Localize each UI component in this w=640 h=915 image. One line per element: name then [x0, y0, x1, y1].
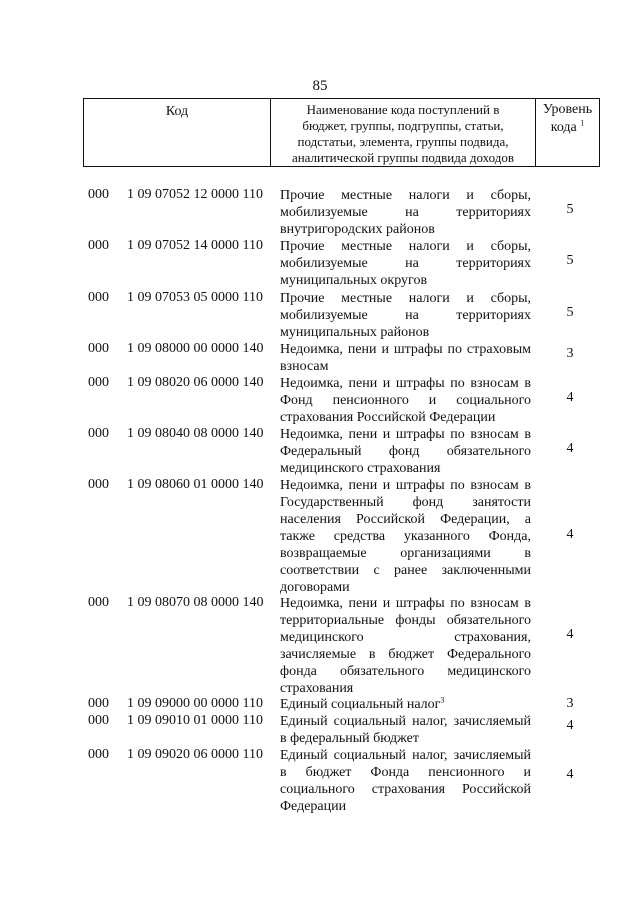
row-name — [280, 341, 531, 375]
row-code: 1 09 08060 01 0000 140 — [127, 477, 264, 492]
row-name-line: Единый социальный налог, зачисляемый — [280, 748, 531, 763]
table-header — [83, 98, 600, 167]
header-name — [271, 99, 536, 166]
row-name — [280, 713, 531, 747]
row-name-line: возвращаемые организациями в — [280, 546, 531, 561]
row-prefix: 000 — [88, 375, 109, 390]
row-name-line: Единый социальный налог, зачисляемый — [280, 714, 531, 729]
row-name-line: договорами — [280, 580, 350, 595]
row-name-line: взносам — [280, 359, 329, 374]
row-name-line: фонда обязательного медицинского — [280, 664, 531, 679]
row-prefix: 000 — [88, 477, 109, 492]
row-name — [280, 426, 531, 477]
row-name — [280, 595, 531, 697]
row-prefix: 000 — [88, 341, 109, 356]
row-name-line: соответствии с ранее заключенными — [280, 563, 531, 578]
row-name-line: Государственный фонд занятости — [280, 495, 531, 510]
row-name-line: Недоимка, пени и штрафы по страховым — [280, 342, 531, 357]
row-name-footnote: 3 — [440, 695, 445, 705]
row-name-line: внутригородских районов — [280, 222, 435, 237]
row-code: 1 09 07052 14 0000 110 — [127, 238, 263, 253]
row-name-line: муниципальных районов — [280, 325, 430, 340]
row-name-line: Недоимка, пени и штрафы по взносам в — [280, 376, 531, 391]
row-name-line: в федеральный бюджет — [280, 731, 419, 746]
row-name-line: Прочие местные налоги и сборы, — [280, 239, 531, 254]
row-prefix: 000 — [88, 187, 109, 202]
row-code: 1 09 08020 06 0000 140 — [127, 375, 264, 390]
row-level: 4 — [566, 527, 574, 542]
row-name — [280, 477, 531, 596]
row-level: 4 — [566, 390, 574, 405]
row-name-line: страхования — [280, 681, 354, 696]
row-name-line: населения Российской Федерации, а — [280, 512, 531, 527]
row-code: 1 09 07052 12 0000 110 — [127, 187, 263, 202]
row-level: 4 — [566, 627, 574, 642]
row-name-line: медицинского страхования, — [280, 630, 531, 645]
row-name-line: Единый социальный налог — [280, 697, 441, 712]
header-name-line: Наименование кода поступлений в — [306, 102, 500, 117]
row-name-line: территориальные фонды обязательного — [280, 613, 531, 628]
row-name-line: также средства указанного Фонда, — [280, 529, 531, 544]
row-level: 5 — [566, 202, 574, 217]
row-prefix: 000 — [88, 426, 109, 441]
page-number: 85 — [312, 78, 328, 94]
row-name-line: социального страхования Российской — [280, 782, 531, 797]
row-name-line: Прочие местные налоги и сборы, — [280, 291, 531, 306]
row-name — [280, 187, 531, 238]
row-name-line: Недоимка, пени и штрафы по взносам в — [280, 596, 531, 611]
row-name-line: Фонд пенсионного и социального — [280, 393, 531, 408]
row-prefix: 000 — [88, 696, 109, 711]
row-prefix: 000 — [88, 238, 109, 253]
row-level: 3 — [566, 696, 574, 711]
header-name-line: аналитической группы подвида доходов — [291, 150, 515, 165]
row-code: 1 09 08040 08 0000 140 — [127, 426, 264, 441]
row-code: 1 09 08000 00 0000 140 — [127, 341, 264, 356]
header-name-line: подстатьи, элемента, группы подвида, — [297, 134, 509, 149]
header-level-line1: Уровень — [542, 102, 593, 117]
row-name-line: мобилизуемые на территориях — [280, 308, 531, 323]
row-name-line: зачисляемые в бюджет Федерального — [280, 647, 531, 662]
row-code: 1 09 07053 05 0000 110 — [127, 290, 263, 305]
row-name-line: муниципальных округов — [280, 273, 428, 288]
row-prefix: 000 — [88, 595, 109, 610]
row-name-line: Недоимка, пени и штрафы по взносам в — [280, 478, 531, 493]
row-name — [280, 747, 531, 815]
row-name-line: мобилизуемые на территориях — [280, 205, 531, 220]
row-level: 4 — [566, 718, 574, 733]
row-code: 1 09 09020 06 0000 110 — [127, 747, 263, 762]
header-level-footnote: 1 — [580, 118, 585, 128]
row-code: 1 09 09000 00 0000 110 — [127, 696, 263, 711]
header-level — [536, 99, 599, 166]
row-name-line: Недоимка, пени и штрафы по взносам в — [280, 427, 531, 442]
header-name-line: бюджет, группы, подгруппы, статьи, — [302, 118, 504, 133]
row-level: 5 — [566, 305, 574, 320]
row-name — [280, 238, 531, 289]
row-name — [280, 290, 531, 341]
row-code: 1 09 09010 01 0000 110 — [127, 713, 263, 728]
row-name — [280, 375, 531, 426]
row-name-line: Федерации — [280, 799, 347, 814]
row-level: 4 — [566, 441, 574, 456]
row-name-line: мобилизуемые на территориях — [280, 256, 531, 271]
header-code: Код — [84, 99, 271, 166]
row-name — [280, 696, 531, 713]
row-name-line: Федеральный фонд обязательного — [280, 444, 531, 459]
row-name-line: страхования Российской Федерации — [280, 410, 496, 425]
row-level: 4 — [566, 767, 574, 782]
row-name-line: в бюджет Фонда пенсионного и — [280, 765, 531, 780]
row-code: 1 09 08070 08 0000 140 — [127, 595, 264, 610]
row-prefix: 000 — [88, 290, 109, 305]
row-prefix: 000 — [88, 747, 109, 762]
row-prefix: 000 — [88, 713, 109, 728]
row-level: 3 — [566, 346, 574, 361]
header-level-line2 — [536, 119, 599, 137]
row-level: 5 — [566, 253, 574, 268]
row-name-line: медицинского страхования — [280, 461, 441, 476]
header-level-text: кода — [550, 120, 577, 135]
row-name-line: Прочие местные налоги и сборы, — [280, 188, 531, 203]
